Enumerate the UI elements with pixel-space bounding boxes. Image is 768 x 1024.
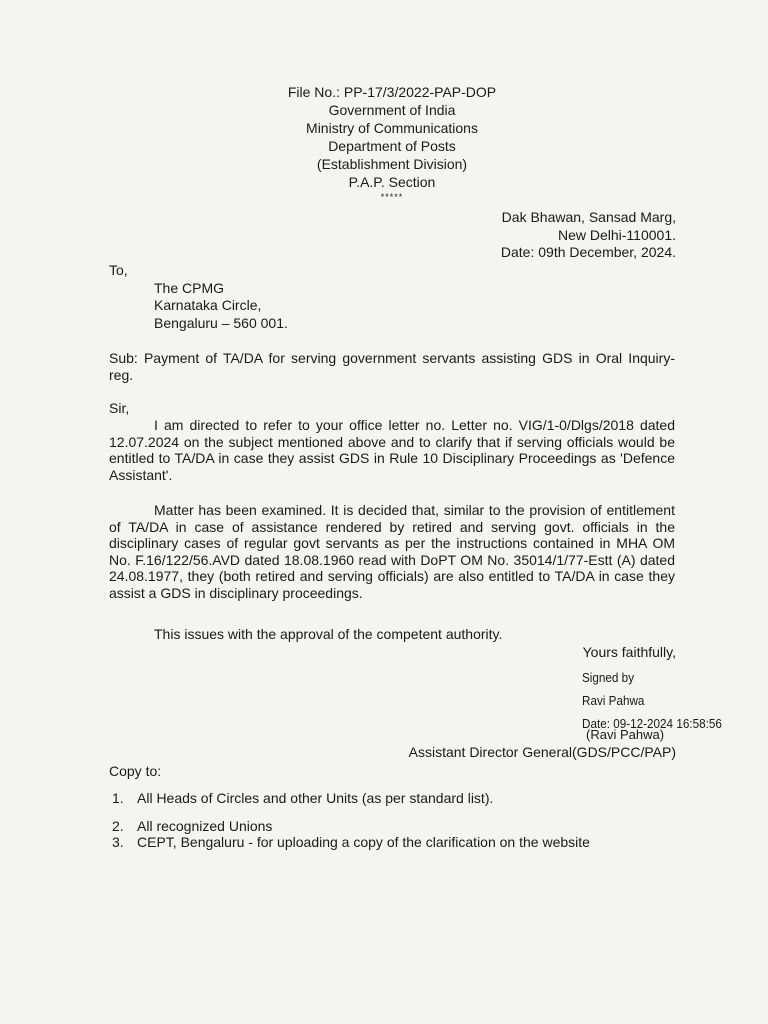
signature-name: Ravi Pahwa bbox=[582, 693, 645, 708]
header-stars: ***** bbox=[380, 192, 404, 202]
signatory-designation: Assistant Director General(GDS/PCC/PAP) bbox=[408, 744, 676, 760]
org-line-1: Government of India bbox=[328, 102, 456, 118]
org-line-2: Ministry of Communications bbox=[306, 120, 478, 136]
copy-item-text: All Heads of Circles and other Units (as per standard list). bbox=[137, 790, 494, 806]
copy-to-label: Copy to: bbox=[109, 763, 162, 779]
recipient-line-1: The CPMG bbox=[154, 280, 225, 296]
paragraph-1: I am directed to refer to your office letter no. Letter no. VIG/1-0/Dlgs/2018 dated 12.07.2024 on the subject mentioned above and to clarify that if serving officials would be entitled to TA/DA in case they assist GDS in Rule 10 Disciplinary Proceedings as 'Defence Assistant'. bbox=[109, 417, 675, 483]
to-label: To, bbox=[109, 262, 128, 278]
copy-item-number: 1. bbox=[112, 790, 124, 806]
paragraph-3: This issues with the approval of the competent authority. bbox=[154, 626, 503, 642]
address-line-1: Dak Bhawan, Sansad Marg, bbox=[501, 209, 676, 225]
copy-item-number: 2. bbox=[112, 818, 124, 834]
salutation: Sir, bbox=[109, 400, 130, 416]
copy-item-number: 3. bbox=[112, 834, 124, 850]
subject-line: Sub: Payment of TA/DA for serving government servants assisting GDS in Oral Inquiry- reg. bbox=[109, 350, 675, 383]
org-line-4: (Establishment Division) bbox=[316, 156, 468, 172]
org-line-3: Department of Posts bbox=[328, 138, 456, 154]
recipient-line-3: Bengaluru – 560 001. bbox=[154, 315, 288, 331]
signature-signed-by: Signed by bbox=[582, 670, 635, 685]
org-line-5: P.A.P. Section bbox=[348, 174, 436, 190]
copy-item-text: All recognized Unions bbox=[137, 818, 273, 834]
signatory-name: (Ravi Pahwa) bbox=[586, 727, 665, 742]
recipient-line-2: Karnataka Circle, bbox=[154, 297, 262, 313]
copy-item-text: CEPT, Bengaluru - for uploading a copy of the clarification on the website bbox=[137, 834, 590, 850]
file-number: File No.: PP-17/3/2022-PAP-DOP bbox=[287, 84, 497, 100]
address-line-2: New Delhi-110001. bbox=[557, 227, 676, 243]
paragraph-2: Matter has been examined. It is decided that, similar to the provision of entitlement of TA/DA in case of assistance rendered by retired and serving govt. officials in the disciplinary cases of regular govt servants as per the instructions contained in MHA OM No. F.16/122/56.AVD dated 18.08.1960 read with DoPT OM No. 35014/1/77-Estt (A) dated 24.08.1977, they (both retired and serving officials) are also entitled to TA/DA in case they assist a GDS in disciplinary proceedings. bbox=[109, 502, 675, 601]
letter-date: Date: 09th December, 2024. bbox=[500, 244, 676, 260]
closing-phrase: Yours faithfully, bbox=[582, 644, 676, 660]
signature-date: Date: 09-12-2024 16:58:56 bbox=[582, 716, 722, 731]
